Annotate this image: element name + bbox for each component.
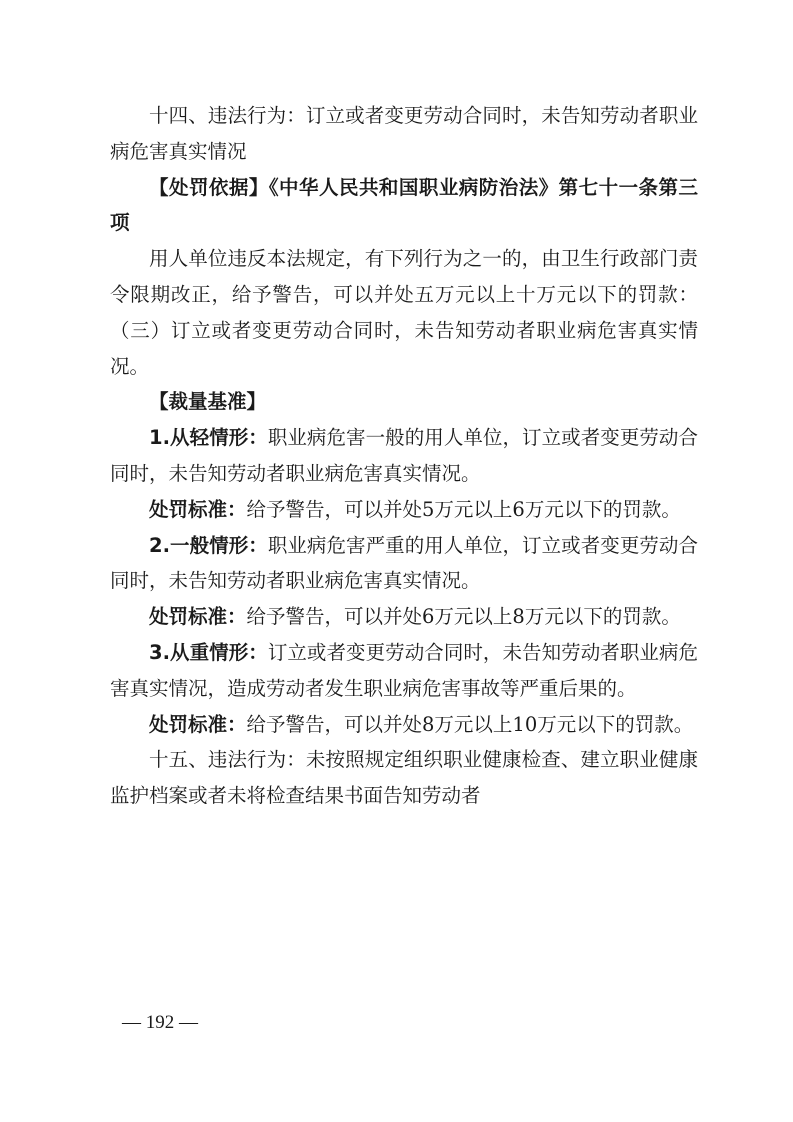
discretion-standard-heading: 【裁量基准】	[149, 390, 267, 414]
level-3-penalty-text: 给予警告，可以并处8万元以上10万元以下的罚款。	[246, 712, 694, 736]
level-2-paragraph	[110, 528, 698, 600]
level-3-lead: 3.从重情形：	[149, 640, 268, 664]
level-2-lead: 2.一般情形：	[149, 533, 268, 557]
level-3-penalty-lead: 处罚标准：	[149, 712, 247, 736]
level-1-description: 职业病危害一般的用人单位，订立或者变更劳动合同时，未告知劳动者职业病危害真实情况。	[110, 426, 698, 485]
level-2-penalty-lead: 处罚标准：	[149, 605, 247, 629]
level-3-penalty-paragraph	[110, 707, 698, 743]
level-2-penalty-text: 给予警告，可以并处6万元以上8万元以下的罚款。	[246, 605, 681, 629]
level-1-paragraph	[110, 420, 698, 492]
level-2-penalty-paragraph	[110, 599, 698, 635]
level-3-paragraph	[110, 635, 698, 707]
penalty-basis-text: 用人单位违反本法规定，有下列行为之一的，由卫生行政部门责令限期改正，给予警告，可以并处五万元以上十万元以下的罚款：（三）订立或者变更劳动合同时，未告知劳动者职业病危害真实情况。	[110, 247, 698, 378]
level-2-description: 职业病危害严重的用人单位，订立或者变更劳动合同时，未告知劳动者职业病危害真实情况。	[110, 533, 698, 593]
level-1-penalty-lead: 处罚标准：	[149, 497, 247, 521]
level-1-penalty-text: 给予警告，可以并处5万元以上6万元以下的罚款。	[246, 497, 681, 521]
section-14-title: 十四、违法行为：订立或者变更劳动合同时，未告知劳动者职业病危害真实情况	[110, 104, 698, 163]
document-body	[110, 98, 698, 814]
section-15-title: 十五、违法行为：未按照规定组织职业健康检查、建立职业健康监护档案或者未将检查结果书面告知劳动者	[110, 748, 698, 808]
level-1-lead: 1.从轻情形：	[149, 426, 268, 450]
level-3-description: 订立或者变更劳动合同时，未告知劳动者职业病危害真实情况，造成劳动者发生职业病危害事故等严重后果的。	[110, 640, 698, 700]
penalty-basis-heading: 【处罚依据】《中华人民共和国职业病防治法》第七十一条第三项	[110, 175, 698, 235]
level-1-penalty-paragraph	[110, 492, 698, 528]
page-number: — 192 —	[122, 1012, 198, 1033]
